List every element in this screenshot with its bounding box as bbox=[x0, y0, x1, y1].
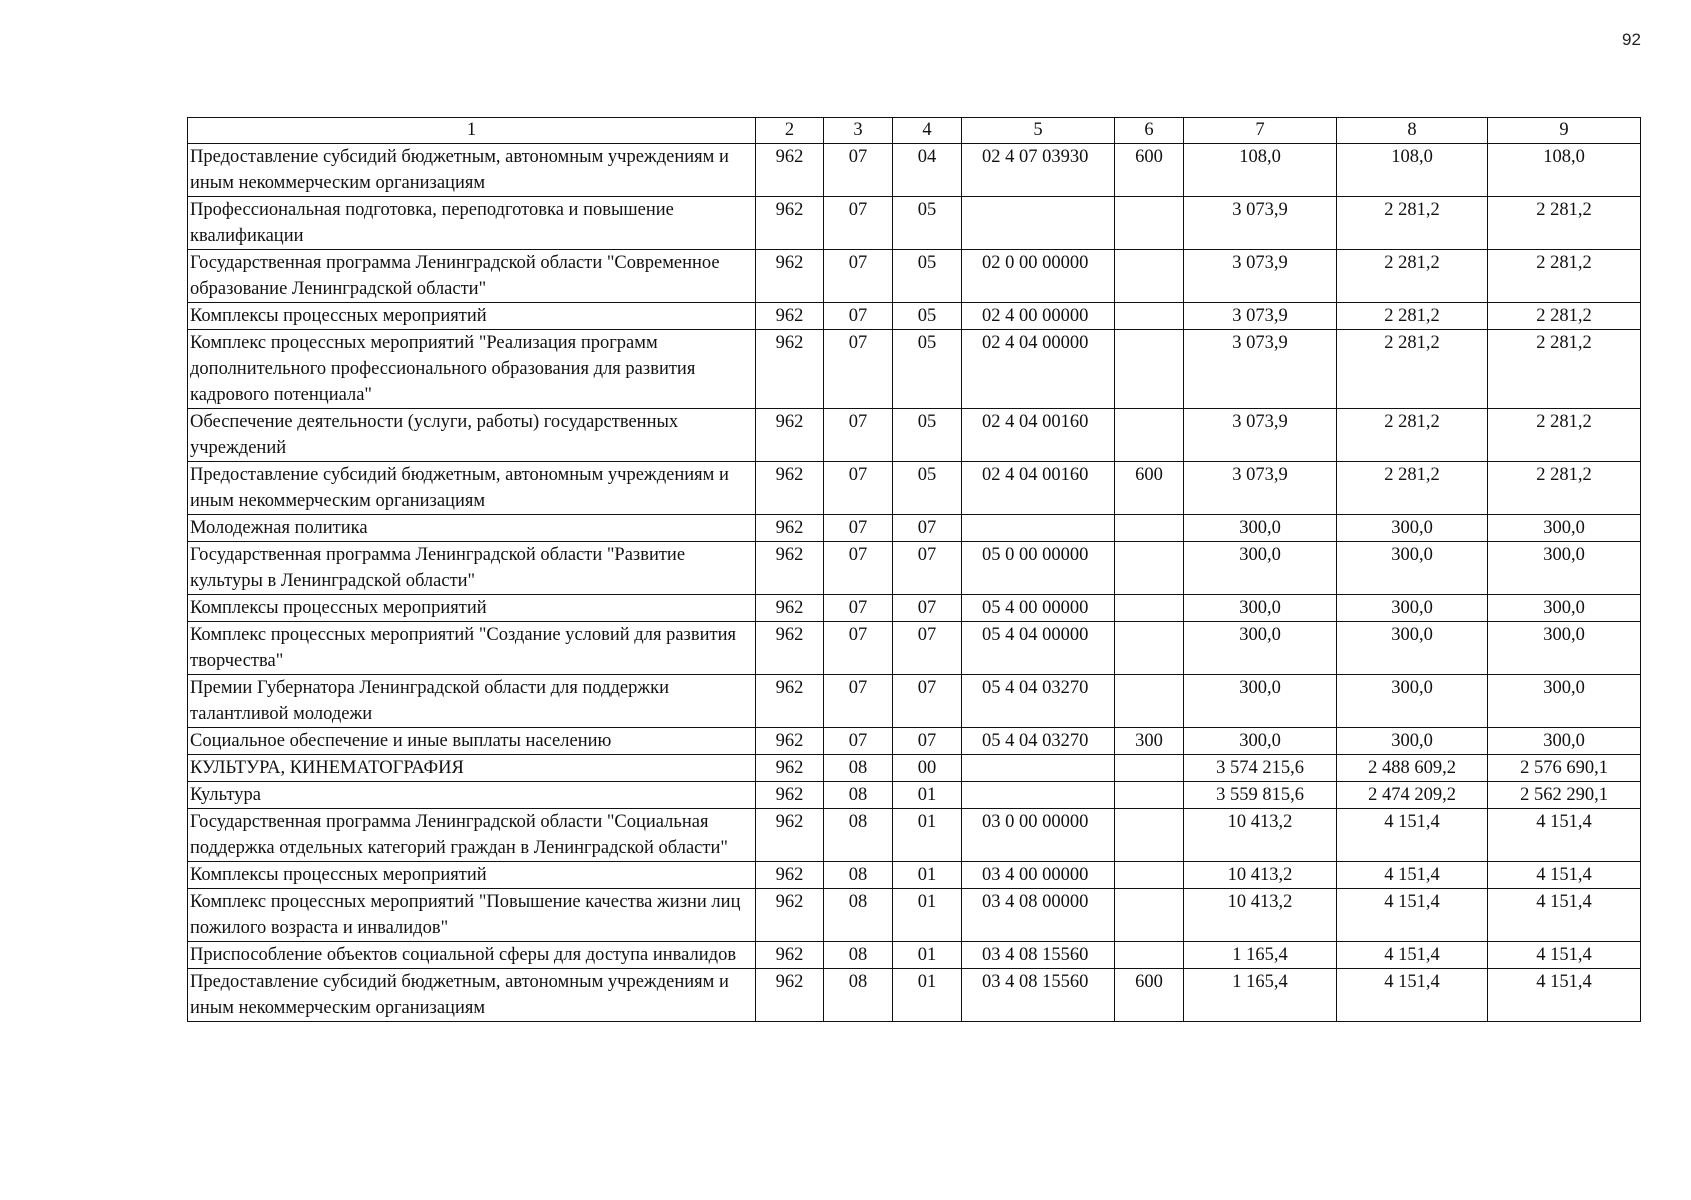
cell-amount-9: 300,0 bbox=[1488, 675, 1641, 728]
cell-name: Комплекс процессных мероприятий "Повышение качества жизни лиц пожилого возраста и инвалидов" bbox=[188, 889, 756, 942]
cell-admin-code: 962 bbox=[756, 515, 824, 542]
cell-admin-code: 962 bbox=[756, 250, 824, 303]
cell-amount-9: 2 281,2 bbox=[1488, 462, 1641, 515]
cell-section: 08 bbox=[824, 969, 893, 1022]
cell-target-article: 05 0 00 00000 bbox=[962, 542, 1115, 595]
cell-section: 07 bbox=[824, 197, 893, 250]
cell-amount-7: 300,0 bbox=[1184, 595, 1337, 622]
cell-amount-8: 2 488 609,2 bbox=[1337, 755, 1488, 782]
header-row bbox=[188, 118, 1641, 144]
cell-subsection: 05 bbox=[893, 197, 962, 250]
cell-name: Культура bbox=[188, 782, 756, 809]
cell-section: 07 bbox=[824, 622, 893, 675]
table-row bbox=[188, 942, 1641, 969]
cell-amount-8: 300,0 bbox=[1337, 728, 1488, 755]
cell-amount-9: 4 151,4 bbox=[1488, 862, 1641, 889]
column-header: 8 bbox=[1337, 118, 1488, 144]
cell-admin-code: 962 bbox=[756, 622, 824, 675]
cell-amount-8: 2 281,2 bbox=[1337, 250, 1488, 303]
cell-section: 08 bbox=[824, 889, 893, 942]
cell-name: Комплекс процессных мероприятий "Реализация программ дополнительного профессионального образования для развития кадрового потенциала" bbox=[188, 330, 756, 409]
cell-subsection: 04 bbox=[893, 144, 962, 197]
cell-name: Государственная программа Ленинградской области "Развитие культуры в Ленинградской области" bbox=[188, 542, 756, 595]
cell-expense-type: 300 bbox=[1115, 728, 1184, 755]
cell-amount-9: 4 151,4 bbox=[1488, 809, 1641, 862]
table-row bbox=[188, 462, 1641, 515]
cell-amount-8: 300,0 bbox=[1337, 675, 1488, 728]
cell-amount-8: 4 151,4 bbox=[1337, 969, 1488, 1022]
cell-subsection: 01 bbox=[893, 809, 962, 862]
cell-target-article: 02 0 00 00000 bbox=[962, 250, 1115, 303]
cell-amount-7: 300,0 bbox=[1184, 542, 1337, 595]
table-row bbox=[188, 622, 1641, 675]
cell-subsection: 07 bbox=[893, 542, 962, 595]
cell-section: 07 bbox=[824, 515, 893, 542]
table-row bbox=[188, 197, 1641, 250]
cell-section: 08 bbox=[824, 862, 893, 889]
column-header: 6 bbox=[1115, 118, 1184, 144]
cell-subsection: 05 bbox=[893, 409, 962, 462]
column-header: 1 bbox=[188, 118, 756, 144]
cell-target-article bbox=[962, 755, 1115, 782]
cell-name: Государственная программа Ленинградской области "Социальная поддержка отдельных категорий граждан в Ленинградской области" bbox=[188, 809, 756, 862]
cell-amount-8: 4 151,4 bbox=[1337, 809, 1488, 862]
cell-amount-7: 300,0 bbox=[1184, 622, 1337, 675]
cell-subsection: 01 bbox=[893, 969, 962, 1022]
cell-admin-code: 962 bbox=[756, 197, 824, 250]
cell-amount-8: 300,0 bbox=[1337, 622, 1488, 675]
cell-expense-type bbox=[1115, 675, 1184, 728]
cell-subsection: 07 bbox=[893, 675, 962, 728]
cell-target-article: 03 4 08 15560 bbox=[962, 942, 1115, 969]
cell-target-article: 05 4 04 00000 bbox=[962, 622, 1115, 675]
cell-expense-type bbox=[1115, 197, 1184, 250]
cell-admin-code: 962 bbox=[756, 862, 824, 889]
cell-amount-8: 2 281,2 bbox=[1337, 330, 1488, 409]
cell-name: Предоставление субсидий бюджетным, автономным учреждениям и иным некоммерческим организациям bbox=[188, 144, 756, 197]
cell-amount-7: 3 073,9 bbox=[1184, 409, 1337, 462]
cell-amount-7: 10 413,2 bbox=[1184, 862, 1337, 889]
cell-amount-7: 300,0 bbox=[1184, 515, 1337, 542]
table-row bbox=[188, 595, 1641, 622]
cell-expense-type bbox=[1115, 330, 1184, 409]
cell-amount-8: 2 281,2 bbox=[1337, 303, 1488, 330]
cell-amount-7: 3 559 815,6 bbox=[1184, 782, 1337, 809]
cell-target-article bbox=[962, 782, 1115, 809]
cell-name: Государственная программа Ленинградской области "Современное образование Ленинградской области" bbox=[188, 250, 756, 303]
cell-expense-type: 600 bbox=[1115, 144, 1184, 197]
cell-amount-7: 3 073,9 bbox=[1184, 330, 1337, 409]
cell-admin-code: 962 bbox=[756, 462, 824, 515]
cell-expense-type bbox=[1115, 942, 1184, 969]
cell-target-article: 03 0 00 00000 bbox=[962, 809, 1115, 862]
cell-admin-code: 962 bbox=[756, 942, 824, 969]
cell-expense-type bbox=[1115, 889, 1184, 942]
cell-admin-code: 962 bbox=[756, 782, 824, 809]
table-row bbox=[188, 250, 1641, 303]
cell-name: Комплексы процессных мероприятий bbox=[188, 595, 756, 622]
cell-admin-code: 962 bbox=[756, 675, 824, 728]
cell-amount-7: 3 073,9 bbox=[1184, 250, 1337, 303]
cell-amount-7: 3 073,9 bbox=[1184, 303, 1337, 330]
cell-name: Обеспечение деятельности (услуги, работы) государственных учреждений bbox=[188, 409, 756, 462]
cell-section: 07 bbox=[824, 595, 893, 622]
cell-target-article: 03 4 08 00000 bbox=[962, 889, 1115, 942]
cell-subsection: 07 bbox=[893, 515, 962, 542]
cell-subsection: 05 bbox=[893, 303, 962, 330]
cell-expense-type bbox=[1115, 782, 1184, 809]
cell-name: Молодежная политика bbox=[188, 515, 756, 542]
cell-subsection: 07 bbox=[893, 728, 962, 755]
cell-amount-9: 4 151,4 bbox=[1488, 969, 1641, 1022]
cell-subsection: 05 bbox=[893, 462, 962, 515]
cell-amount-9: 2 281,2 bbox=[1488, 197, 1641, 250]
cell-amount-7: 1 165,4 bbox=[1184, 942, 1337, 969]
cell-amount-8: 2 281,2 bbox=[1337, 409, 1488, 462]
table-row bbox=[188, 144, 1641, 197]
cell-name: Предоставление субсидий бюджетным, автономным учреждениям и иным некоммерческим организациям bbox=[188, 969, 756, 1022]
cell-section: 07 bbox=[824, 409, 893, 462]
cell-amount-8: 4 151,4 bbox=[1337, 862, 1488, 889]
cell-expense-type bbox=[1115, 622, 1184, 675]
column-header: 2 bbox=[756, 118, 824, 144]
table-row bbox=[188, 862, 1641, 889]
cell-target-article: 02 4 00 00000 bbox=[962, 303, 1115, 330]
cell-amount-8: 2 281,2 bbox=[1337, 462, 1488, 515]
cell-admin-code: 962 bbox=[756, 330, 824, 409]
cell-amount-8: 4 151,4 bbox=[1337, 889, 1488, 942]
cell-target-article: 02 4 04 00160 bbox=[962, 409, 1115, 462]
table-row bbox=[188, 809, 1641, 862]
cell-section: 07 bbox=[824, 675, 893, 728]
cell-amount-9: 4 151,4 bbox=[1488, 942, 1641, 969]
cell-amount-8: 2 281,2 bbox=[1337, 197, 1488, 250]
cell-expense-type bbox=[1115, 250, 1184, 303]
cell-name: Социальное обеспечение и иные выплаты населению bbox=[188, 728, 756, 755]
cell-admin-code: 962 bbox=[756, 755, 824, 782]
cell-admin-code: 962 bbox=[756, 728, 824, 755]
cell-name: Комплексы процессных мероприятий bbox=[188, 303, 756, 330]
cell-subsection: 05 bbox=[893, 250, 962, 303]
cell-name: Премии Губернатора Ленинградской области для поддержки талантливой молодежи bbox=[188, 675, 756, 728]
cell-amount-7: 108,0 bbox=[1184, 144, 1337, 197]
cell-admin-code: 962 bbox=[756, 969, 824, 1022]
cell-admin-code: 962 bbox=[756, 809, 824, 862]
cell-amount-9: 2 281,2 bbox=[1488, 330, 1641, 409]
table-row bbox=[188, 675, 1641, 728]
cell-amount-8: 108,0 bbox=[1337, 144, 1488, 197]
cell-name: Профессиональная подготовка, переподготовка и повышение квалификации bbox=[188, 197, 756, 250]
cell-amount-9: 2 281,2 bbox=[1488, 250, 1641, 303]
cell-name: Комплексы процессных мероприятий bbox=[188, 862, 756, 889]
table-row bbox=[188, 969, 1641, 1022]
table-row bbox=[188, 755, 1641, 782]
column-header: 4 bbox=[893, 118, 962, 144]
cell-admin-code: 962 bbox=[756, 595, 824, 622]
cell-name: КУЛЬТУРА, КИНЕМАТОГРАФИЯ bbox=[188, 755, 756, 782]
budget-table bbox=[187, 117, 1641, 1022]
table-row bbox=[188, 728, 1641, 755]
cell-expense-type bbox=[1115, 809, 1184, 862]
cell-admin-code: 962 bbox=[756, 409, 824, 462]
cell-amount-9: 300,0 bbox=[1488, 595, 1641, 622]
cell-amount-9: 300,0 bbox=[1488, 728, 1641, 755]
cell-amount-8: 300,0 bbox=[1337, 595, 1488, 622]
page-number: 92 bbox=[1622, 30, 1641, 49]
cell-section: 08 bbox=[824, 942, 893, 969]
column-header: 5 bbox=[962, 118, 1115, 144]
cell-section: 08 bbox=[824, 809, 893, 862]
cell-section: 07 bbox=[824, 330, 893, 409]
cell-expense-type bbox=[1115, 409, 1184, 462]
cell-amount-7: 10 413,2 bbox=[1184, 809, 1337, 862]
cell-target-article: 05 4 00 00000 bbox=[962, 595, 1115, 622]
cell-target-article: 02 4 07 03930 bbox=[962, 144, 1115, 197]
table-row bbox=[188, 409, 1641, 462]
cell-amount-7: 1 165,4 bbox=[1184, 969, 1337, 1022]
table-row bbox=[188, 303, 1641, 330]
cell-amount-9: 300,0 bbox=[1488, 622, 1641, 675]
cell-target-article: 02 4 04 00160 bbox=[962, 462, 1115, 515]
cell-expense-type bbox=[1115, 755, 1184, 782]
cell-admin-code: 962 bbox=[756, 303, 824, 330]
table-row bbox=[188, 542, 1641, 595]
cell-amount-7: 300,0 bbox=[1184, 675, 1337, 728]
cell-section: 07 bbox=[824, 542, 893, 595]
cell-expense-type bbox=[1115, 862, 1184, 889]
cell-name: Комплекс процессных мероприятий "Создание условий для развития творчества" bbox=[188, 622, 756, 675]
cell-target-article: 02 4 04 00000 bbox=[962, 330, 1115, 409]
cell-target-article bbox=[962, 197, 1115, 250]
cell-subsection: 01 bbox=[893, 862, 962, 889]
column-header: 9 bbox=[1488, 118, 1641, 144]
cell-subsection: 05 bbox=[893, 330, 962, 409]
cell-amount-9: 2 281,2 bbox=[1488, 409, 1641, 462]
cell-amount-9: 2 281,2 bbox=[1488, 303, 1641, 330]
cell-amount-7: 10 413,2 bbox=[1184, 889, 1337, 942]
cell-expense-type bbox=[1115, 595, 1184, 622]
cell-subsection: 07 bbox=[893, 595, 962, 622]
cell-amount-8: 4 151,4 bbox=[1337, 942, 1488, 969]
cell-amount-9: 2 576 690,1 bbox=[1488, 755, 1641, 782]
cell-subsection: 01 bbox=[893, 782, 962, 809]
cell-admin-code: 962 bbox=[756, 889, 824, 942]
table-row bbox=[188, 515, 1641, 542]
cell-admin-code: 962 bbox=[756, 144, 824, 197]
cell-expense-type: 600 bbox=[1115, 969, 1184, 1022]
cell-target-article: 05 4 04 03270 bbox=[962, 675, 1115, 728]
cell-target-article: 03 4 00 00000 bbox=[962, 862, 1115, 889]
cell-name: Предоставление субсидий бюджетным, автономным учреждениям и иным некоммерческим организациям bbox=[188, 462, 756, 515]
cell-admin-code: 962 bbox=[756, 542, 824, 595]
cell-amount-8: 300,0 bbox=[1337, 542, 1488, 595]
cell-section: 07 bbox=[824, 303, 893, 330]
cell-target-article: 03 4 08 15560 bbox=[962, 969, 1115, 1022]
column-header: 7 bbox=[1184, 118, 1337, 144]
table-row bbox=[188, 782, 1641, 809]
cell-amount-7: 3 574 215,6 bbox=[1184, 755, 1337, 782]
cell-name: Приспособление объектов социальной сферы для доступа инвалидов bbox=[188, 942, 756, 969]
cell-expense-type bbox=[1115, 303, 1184, 330]
cell-amount-9: 2 562 290,1 bbox=[1488, 782, 1641, 809]
cell-amount-7: 300,0 bbox=[1184, 728, 1337, 755]
cell-amount-9: 300,0 bbox=[1488, 515, 1641, 542]
cell-section: 07 bbox=[824, 250, 893, 303]
cell-subsection: 00 bbox=[893, 755, 962, 782]
cell-subsection: 07 bbox=[893, 622, 962, 675]
cell-amount-9: 4 151,4 bbox=[1488, 889, 1641, 942]
table-row bbox=[188, 889, 1641, 942]
cell-amount-8: 2 474 209,2 bbox=[1337, 782, 1488, 809]
column-header: 3 bbox=[824, 118, 893, 144]
cell-amount-8: 300,0 bbox=[1337, 515, 1488, 542]
cell-amount-7: 3 073,9 bbox=[1184, 462, 1337, 515]
table-body bbox=[188, 144, 1641, 1022]
cell-section: 07 bbox=[824, 462, 893, 515]
cell-subsection: 01 bbox=[893, 889, 962, 942]
cell-section: 07 bbox=[824, 144, 893, 197]
cell-amount-9: 108,0 bbox=[1488, 144, 1641, 197]
cell-amount-7: 3 073,9 bbox=[1184, 197, 1337, 250]
cell-section: 08 bbox=[824, 755, 893, 782]
cell-target-article: 05 4 04 03270 bbox=[962, 728, 1115, 755]
table-row bbox=[188, 330, 1641, 409]
cell-target-article bbox=[962, 515, 1115, 542]
cell-section: 08 bbox=[824, 782, 893, 809]
cell-subsection: 01 bbox=[893, 942, 962, 969]
cell-expense-type bbox=[1115, 515, 1184, 542]
cell-amount-9: 300,0 bbox=[1488, 542, 1641, 595]
cell-section: 07 bbox=[824, 728, 893, 755]
cell-expense-type: 600 bbox=[1115, 462, 1184, 515]
cell-expense-type bbox=[1115, 542, 1184, 595]
